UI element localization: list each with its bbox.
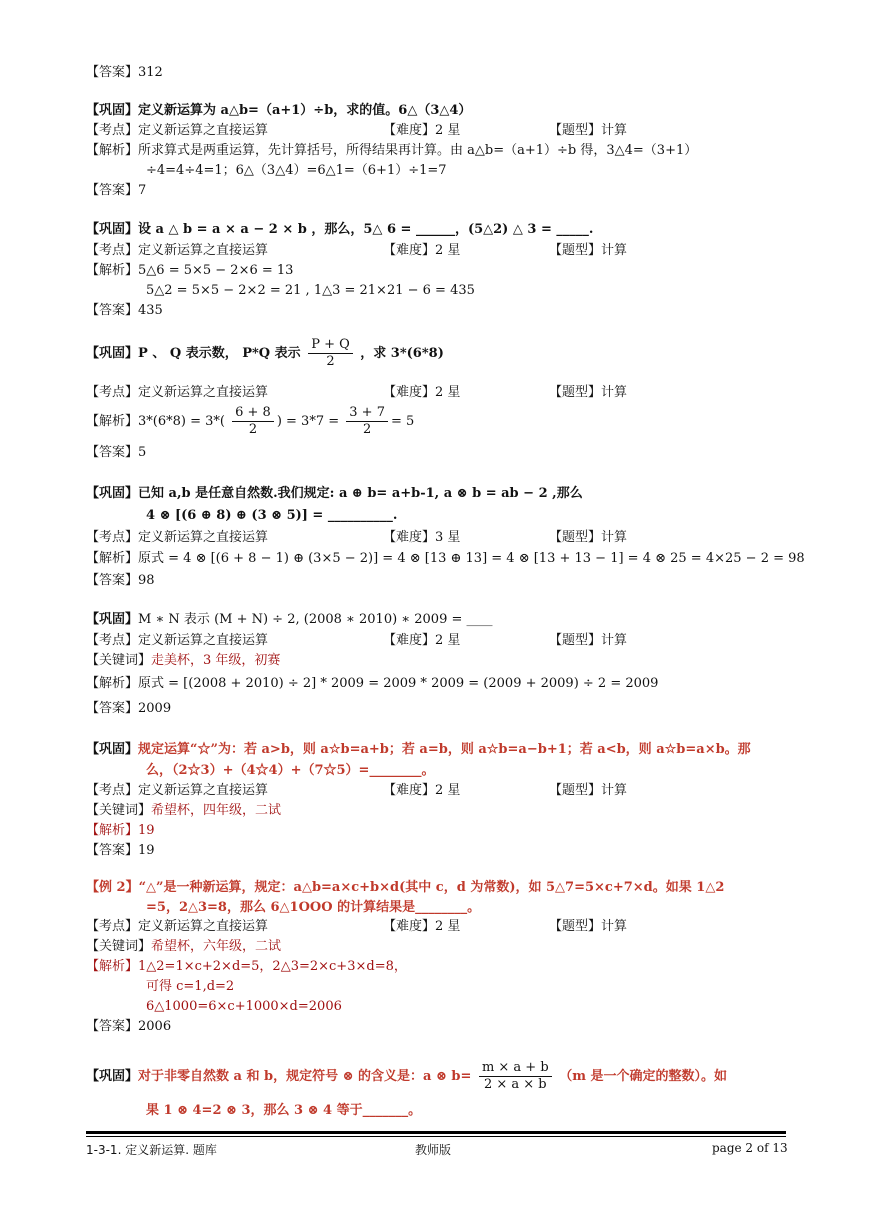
solution-line: 【解析】1△2=1×c+2×d=5，2△3=2×c+3×d=8， [86, 959, 407, 974]
page-number: page 2 of 13 [712, 1141, 788, 1155]
type-value: 计算 [601, 243, 628, 258]
fraction-numerator: 6 + 8 [232, 405, 274, 422]
difficulty-value: 2 星 [435, 385, 461, 400]
answer-line [86, 64, 163, 82]
difficulty-value: 2 星 [435, 243, 461, 258]
footer-center: 教师版 [415, 1143, 452, 1157]
question-type: 【题型】计算 [549, 919, 628, 934]
type-value: 计算 [601, 123, 628, 138]
solution-text: 1△2=1×c+2×d=5，2△3=2×c+3×d=8， [138, 959, 407, 974]
solution-line: 【解析】所求算式是两重运算，先计算括号，所得结果再计算。由 a△b=（a+1）÷b 得，3△4=（3+1） [86, 143, 698, 158]
question-type: 【题型】计算 [549, 530, 628, 545]
answer-value: 5 [138, 445, 147, 460]
answer-value: 19 [138, 843, 155, 858]
solution-line: 【解析】原式 = [(2008 + 2010) ÷ 2] * 2009 = 2009 * 2009 = (2009 + 2009) ÷ 2 = 2009 [86, 676, 659, 691]
kaodian-value: 定义新运算之直接运算 [138, 783, 269, 798]
question-line [86, 485, 583, 503]
question-tag: 【巩固】 [86, 103, 139, 118]
answer-value: 2009 [138, 701, 172, 716]
question-tag: 【巩固】 [86, 1069, 139, 1084]
fraction-denominator: 2 [362, 422, 372, 437]
difficulty: 【难度】2 星 [383, 633, 461, 648]
solution-line: 【解析】原式 = 4 ⊗ [(6 + 8 − 1) ⊕ (3×5 − 2)] = 4 ⊗ [13 ⊕ 13] = 4 ⊗ [13 + 13 − 1] = 4 ⊗ 25 = 4×25 − 2 = 98 [86, 551, 805, 566]
keyword-value: 走美杯，3 年级，初赛 [151, 653, 281, 668]
question-tag: 【巩固】 [86, 222, 139, 237]
question-line: 么，（2☆3）+（4☆4）+（7☆5）=________。 [146, 763, 435, 778]
footer-left: 1-3-1. 定义新运算. 题库 [86, 1143, 217, 1157]
kaodian-label: 【考点】定义新运算之直接运算 [86, 919, 269, 934]
question-line: =5，2△3=8，那么 6△1OOO 的计算结果是________。 [146, 900, 481, 915]
kaodian-value: 定义新运算之直接运算 [138, 243, 269, 258]
solution-text: 3*(6*8) = 3*( [138, 414, 225, 429]
question-tag: 【巩固】 [86, 612, 139, 627]
answer-line: 【答案】19 [86, 843, 155, 858]
difficulty-value: 3 星 [435, 530, 461, 545]
kaodian-value: 定义新运算之直接运算 [138, 123, 269, 138]
kaodian-label: 【考点】定义新运算之直接运算 [86, 783, 269, 798]
answer-line: 【答案】2006 [86, 1019, 172, 1034]
question-line [86, 221, 593, 239]
fraction-denominator: 2 [326, 354, 335, 369]
kaodian-label: 【考点】定义新运算之直接运算 [86, 633, 269, 648]
fraction [232, 405, 274, 438]
solution-text: 19 [138, 823, 155, 838]
footer-rule [86, 1131, 786, 1134]
question-tag: 【巩固】 [86, 486, 139, 501]
keyword-value: 希望杯，六年级，二试 [151, 939, 282, 954]
answer-value: 2006 [138, 1019, 172, 1034]
question-type: 【题型】计算 [549, 123, 628, 138]
solution-line: 可得 c=1,d=2 [146, 979, 235, 994]
answer-value: 98 [138, 573, 155, 588]
question-text: 已知 a,b 是任意自然数.我们规定: a ⊕ b= a+b-1, a ⊗ b = ab − 2 ,那么 [138, 486, 583, 501]
question-type: 【题型】计算 [549, 385, 628, 400]
type-value: 计算 [601, 783, 628, 798]
answer-value: 7 [138, 183, 147, 198]
question-text: 定义新运算为 a△b=（a+1）÷b，求的值。6△（3△4） [138, 103, 472, 118]
fraction-numerator: m × a + b [479, 1060, 552, 1077]
fraction [346, 405, 388, 438]
answer-label: 【答案】 [86, 65, 139, 80]
answer-value: 435 [138, 303, 163, 318]
fraction-numerator: P + Q [308, 337, 353, 354]
question-line [86, 1058, 727, 1096]
fraction-numerator: 3 + 7 [346, 405, 388, 422]
solution-text: ) = 3*7 = [276, 414, 340, 429]
solution-line: 5△2 = 5×5 − 2×2 = 21 , 1△3 = 21×21 − 6 = 435 [146, 283, 475, 298]
answer-line: 【答案】5 [86, 445, 147, 460]
question-line [86, 102, 471, 120]
question-line [86, 336, 444, 372]
kaodian-label: 【考点】定义新运算之直接运算 [86, 385, 269, 400]
difficulty-value: 2 星 [435, 123, 461, 138]
kaodian-label: 【考点】定义新运算之直接运算 [86, 243, 269, 258]
difficulty-value: 2 星 [435, 919, 461, 934]
difficulty: 【难度】2 星 [383, 385, 461, 400]
difficulty: 【难度】2 星 [383, 919, 461, 934]
solution-line: 【解析】5△6 = 5×5 − 2×6 = 13 [86, 263, 294, 278]
question-line: 果 1 ⊗ 4=2 ⊗ 3，那么 3 ⊗ 4 等于_______。 [146, 1103, 422, 1118]
question-line [86, 741, 751, 759]
question-type: 【题型】计算 [549, 243, 628, 258]
solution-text: = 5 [390, 414, 415, 429]
question-text: （m 是一个确定的整数）。如 [559, 1069, 727, 1084]
question-tag: 【巩固】 [86, 346, 139, 361]
difficulty-value: 2 星 [435, 633, 461, 648]
fraction [479, 1060, 552, 1093]
solution-line: ÷4=4÷4=1；6△（3△4）=6△1=（6+1）÷1=7 [146, 163, 447, 178]
question-line: 4 ⊗ [(6 ⊕ 8) ⊕ (3 ⊗ 5)] = __________. [146, 508, 398, 523]
question-text: M ∗ N 表示 (M + N) ÷ 2, (2008 ∗ 2010) ∗ 2009 = ____ [138, 612, 493, 627]
solution-line: 【解析】19 [86, 823, 155, 838]
solution-text: 所求算式是两重运算，先计算括号，所得结果再计算。由 a△b=（a+1）÷b 得，3△4=（3+1） [138, 143, 698, 158]
question-tag: 【巩固】 [86, 742, 139, 757]
fraction-denominator: 2 [248, 422, 258, 437]
question-line [86, 611, 493, 629]
question-text: ，求 3*(6*8) [360, 346, 444, 361]
solution-text: 原式 = 4 ⊗ [(6 + 8 − 1) ⊕ (3×5 − 2)] = 4 ⊗ [13 ⊕ 13] = 4 ⊗ [13 + 13 − 1] = 4 ⊗ 25 = 4×25 − 2 = 98 [138, 551, 805, 566]
question-tag: 【例 2】 [86, 880, 139, 895]
solution-line: 6△1000=6×c+1000×d=2006 [146, 999, 342, 1014]
kaodian-value: 定义新运算之直接运算 [138, 530, 269, 545]
type-value: 计算 [601, 530, 628, 545]
solution-line: 【解析】3*(6*8) = 3*( $\frac{6 + 8}{2}$ ) = 3*7 = $\frac{3 + 7}{2}$ = 5 [86, 405, 415, 437]
keyword-value: 希望杯，四年级，二试 [151, 803, 282, 818]
question-text: 设 a △ b = a × a − 2 × b ，那么，5△ 6 = ______，(5△2) △ 3 = _____. [138, 222, 594, 237]
keyword-line: 【关键词】希望杯，六年级，二试 [86, 939, 282, 954]
solution-text: 5△6 = 5×5 − 2×6 = 13 [138, 263, 294, 278]
footer-rule [86, 1136, 786, 1137]
keyword-line: 【关键词】走美杯，3 年级，初赛 [86, 653, 281, 668]
difficulty: 【难度】2 星 [383, 783, 461, 798]
question-text: 对于非零自然数 a 和 b，规定符号 ⊗ 的含义是：a ⊗ b= [138, 1069, 472, 1084]
type-value: 计算 [601, 919, 628, 934]
kaodian-value: 定义新运算之直接运算 [138, 919, 269, 934]
difficulty: 【难度】2 星 [383, 123, 461, 138]
kaodian-label: 【考点】定义新运算之直接运算 [86, 530, 269, 545]
answer-line: 【答案】7 [86, 183, 147, 198]
difficulty-value: 2 星 [435, 783, 461, 798]
question-line [86, 879, 724, 897]
question-text: 规定运算“☆”为：若 a>b，则 a☆b=a+b；若 a=b，则 a☆b=a−b+1；若 a<b，则 a☆b=a×b。那 [138, 742, 751, 757]
question-type: 【题型】计算 [549, 783, 628, 798]
keyword-line: 【关键词】希望杯，四年级，二试 [86, 803, 282, 818]
kaodian-label: 【考点】定义新运算之直接运算 [86, 123, 269, 138]
question-text: “△”是一种新运算，规定：a△b=a×c+b×d(其中 c，d 为常数)，如 5△7=5×c+7×d。如果 1△2 [138, 880, 725, 895]
difficulty: 【难度】2 星 [383, 243, 461, 258]
solution-text: 原式 = [(2008 + 2010) ÷ 2] * 2009 = 2009 * 2009 = (2009 + 2009) ÷ 2 = 2009 [138, 676, 659, 691]
difficulty: 【难度】3 星 [383, 530, 461, 545]
answer-line: 【答案】98 [86, 573, 155, 588]
fraction-denominator: 2 × a × b [483, 1077, 547, 1092]
question-text: P 、 Q 表示数， P*Q 表示 [138, 346, 301, 361]
answer-value: 312 [138, 65, 163, 80]
answer-line: 【答案】2009 [86, 701, 172, 716]
fraction [308, 337, 353, 370]
kaodian-value: 定义新运算之直接运算 [138, 633, 269, 648]
type-value: 计算 [601, 385, 628, 400]
type-value: 计算 [601, 633, 628, 648]
kaodian-value: 定义新运算之直接运算 [138, 385, 269, 400]
answer-line: 【答案】435 [86, 303, 163, 318]
question-type: 【题型】计算 [549, 633, 628, 648]
